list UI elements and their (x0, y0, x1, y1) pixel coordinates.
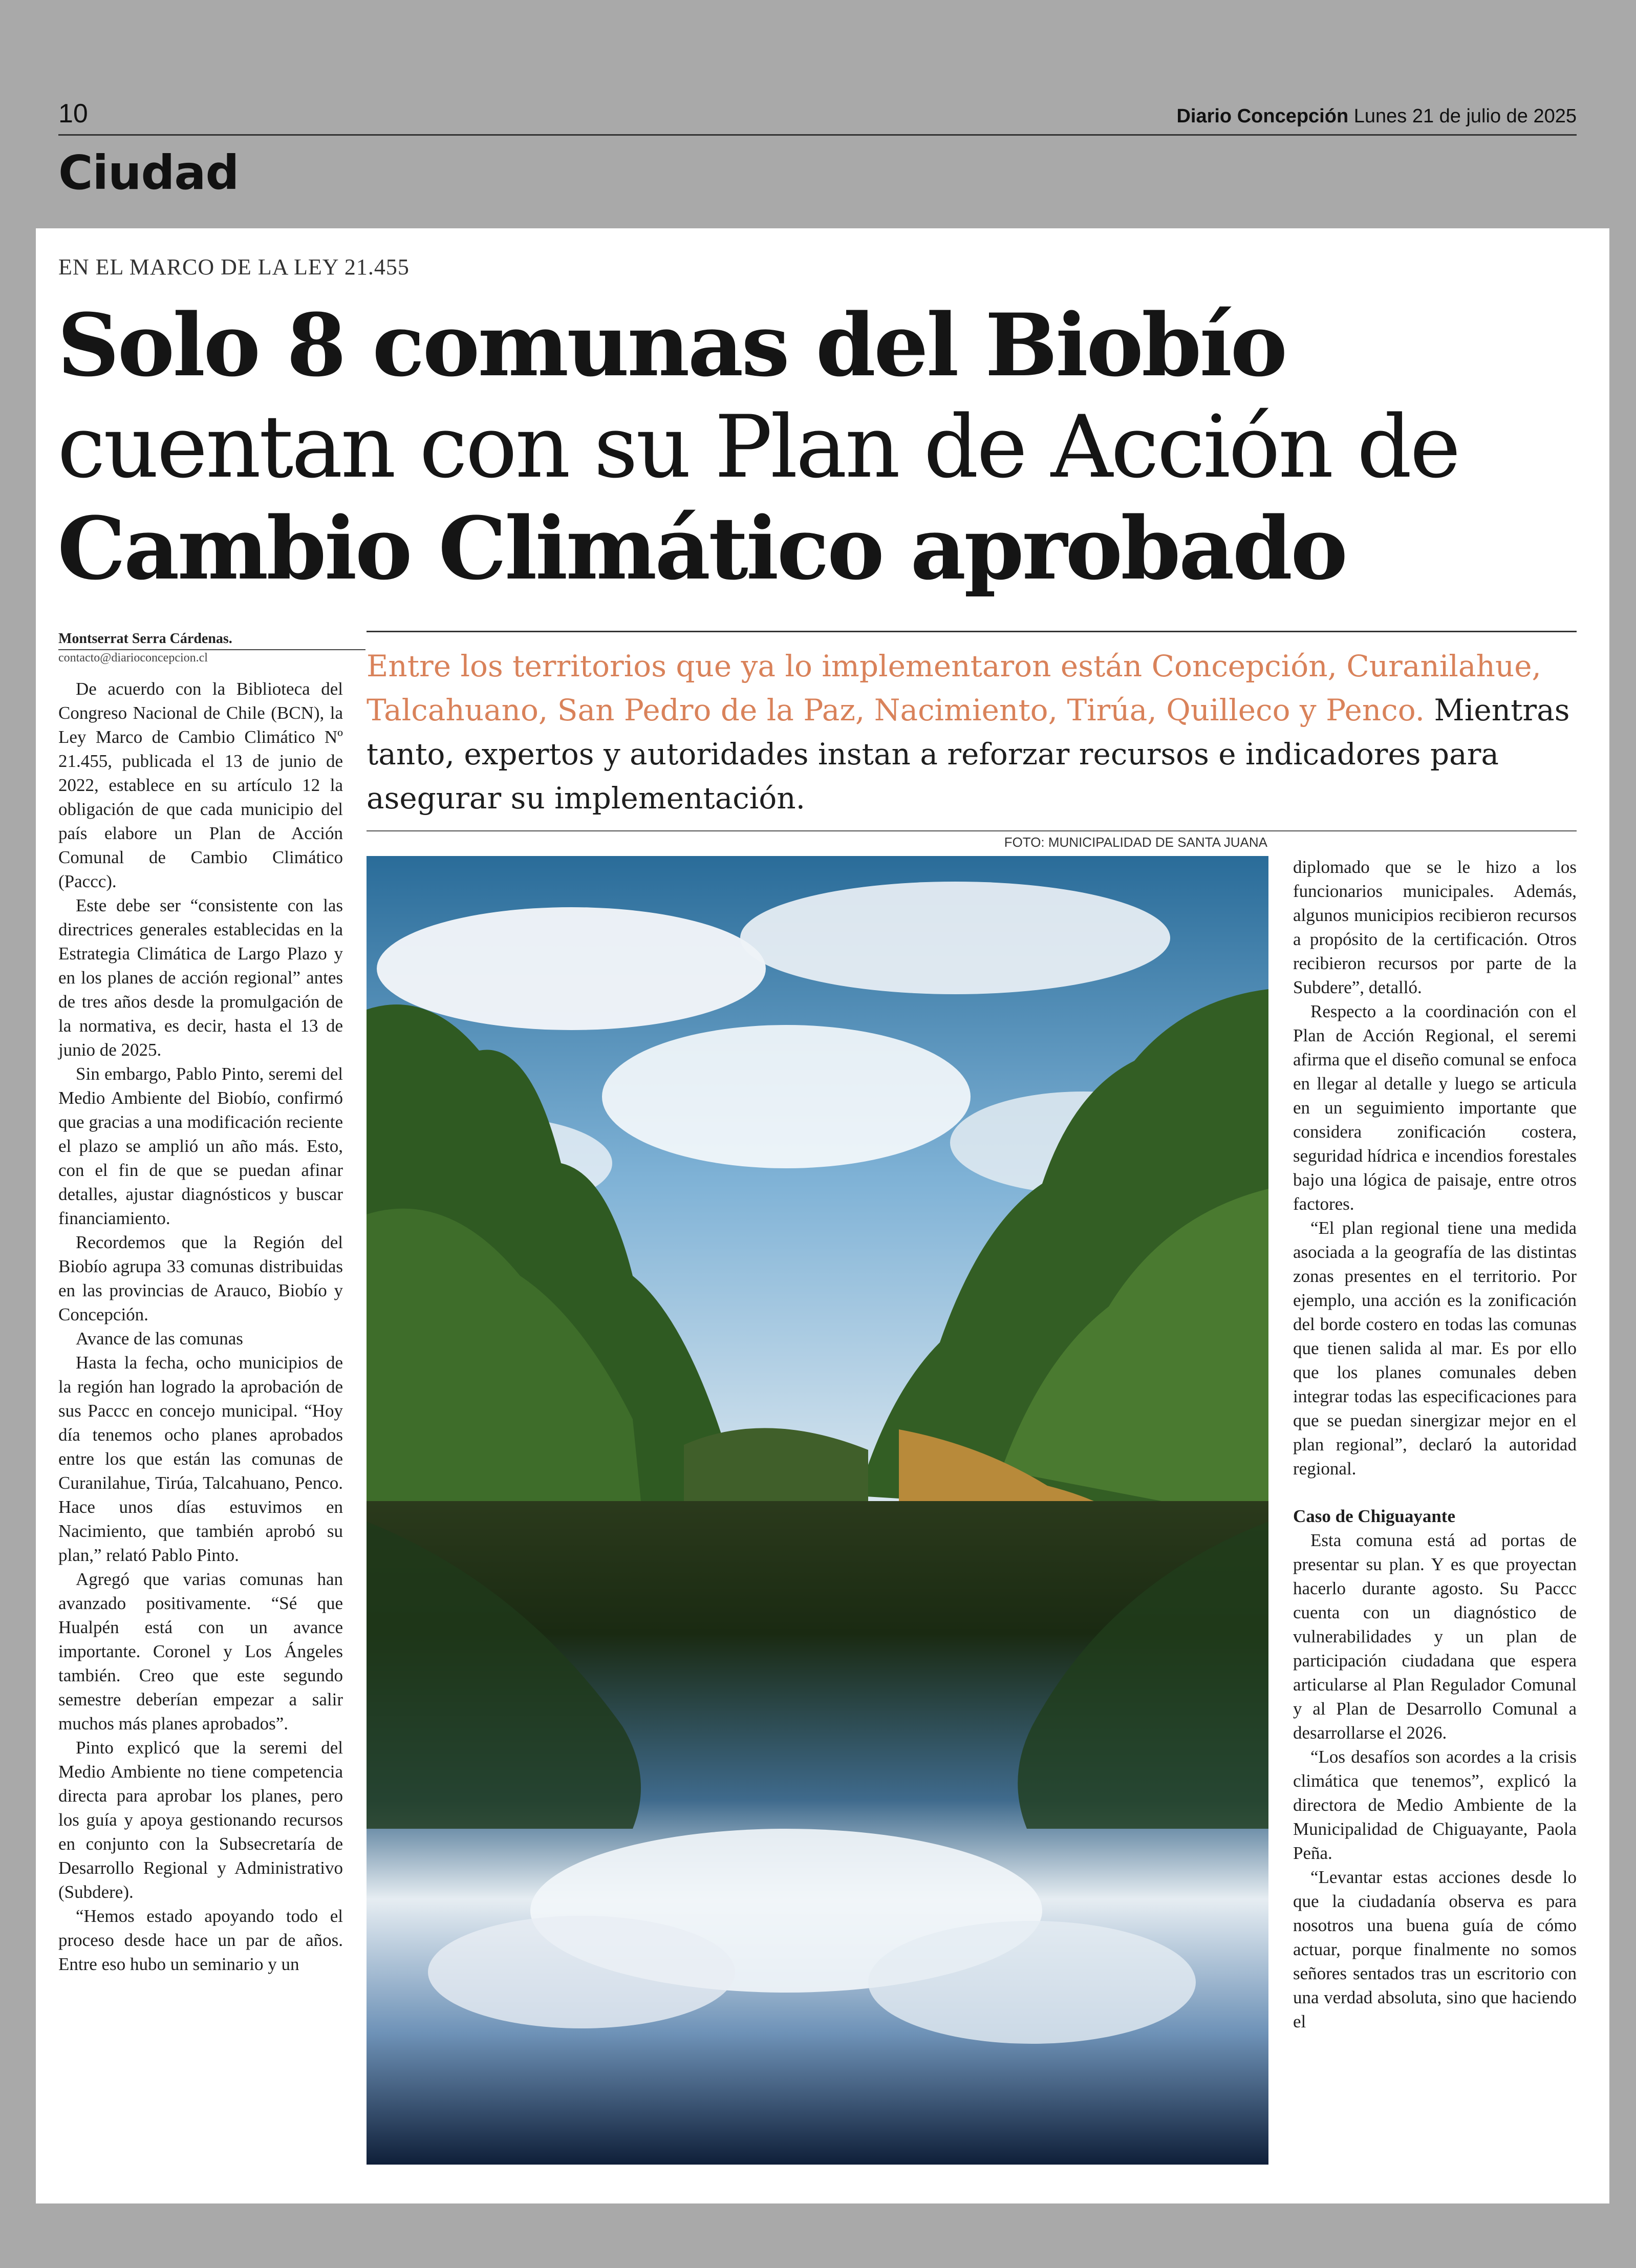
article-column-left (58, 677, 343, 1976)
byline-rule (58, 649, 365, 650)
masthead (1176, 105, 1577, 127)
lead-rule-bottom (367, 830, 1577, 831)
paragraph: “El plan regional tiene una medida asociada a la geografía de las distintas zonas presentes en el territorio. Por ejemplo, una acción es la zonificación del borde costero en todas las comunas que tienen salida al mar. Es por ello que los planes comunales deben integrar todas las especificaciones para que se puedan sinergizar mejor en el plan regional”, declaró la autoridad regional. (1293, 1218, 1577, 1479)
paragraph: Agregó que varias comunas han avanzado positivamente. “Sé que Hualpén está con un avance importante. Coronel y Los Ángeles también. Creo que este segundo semestre deberían empezar a salir muchos más planes aprobados”. (58, 1569, 343, 1734)
article-headline (57, 294, 1573, 600)
subhead-chiguayante: Caso de Chiguayante (1293, 1506, 1455, 1526)
headline-bold-1: Solo 8 comunas del Biobío (57, 294, 1286, 396)
river-forest-photo (367, 856, 1268, 2165)
paragraph: Pinto explicó que la seremi del Medio Ambiente no tiene competencia directa para aprobar los planes, pero los guía y apoya gestionando recursos en conjunto con la Subsecretaría de Desarrollo Regional y Administrativo (Subdere). (58, 1738, 343, 1902)
paragraph: “Los desafíos son acordes a la crisis climática que tenemos”, explicó la directora de Medio Ambiente de la Municipalidad de Chiguayante, Paola Peña. (1293, 1747, 1577, 1863)
paragraph: De acuerdo con la Biblioteca del Congreso Nacional de Chile (BCN), la Ley Marco de Cambio Climático Nº 21.455, publicada el 13 de junio de 2022, establece en su artículo 12 la obligación de que cada municipio del país elabore un Plan de Acción Comunal de Cambio Climático (Paccc). (58, 679, 343, 891)
paragraph: “Hemos estado apoyando todo el proceso desde hace un par de años. Entre eso hubo un seminario y un (58, 1906, 343, 1974)
article-lead (367, 644, 1577, 820)
paragraph: diplomado que se le hizo a los funcionarios municipales. Además, algunos municipios recibieron recursos a propósito de la certificación. Otros recibieron recursos por parte de la Subdere”, detalló. (1293, 857, 1577, 997)
byline (58, 631, 365, 665)
masthead-date: Lunes 21 de julio de 2025 (1353, 105, 1577, 127)
paragraph: Esta comuna está ad portas de presentar su plan. Y es que proyectan hacerlo durante agosto. Su Paccc cuenta con un diagnóstico de vulnerabilidades y un plan de participación ciudadana que espera articularse al Plan Regulador Comunal y al Plan de Desarrollo Comunal a desarrollarse el 2026. (1293, 1530, 1577, 1743)
lead-rest: Mientras tanto, expertos y autoridades instan a reforzar recursos e indicadores para asegurar su implementación. (367, 693, 1570, 816)
paragraph: Respecto a la coordinación con el Plan de Acción Regional, el seremi afirma que el diseño comunal se enfoca en llegar al detalle y luego se articula en un seguimiento importante que considera zonificación costera, seguridad hídrica e incendios forestales bajo una lógica de paisaje, entre otros factores. (1293, 1001, 1577, 1214)
masthead-name: Diario Concepción (1176, 105, 1349, 127)
page-number: 10 (58, 99, 88, 129)
paragraph: Recordemos que la Región del Biobío agrupa 33 comunas distribuidas en las provincias de Arauco, Biobío y Concepción. (58, 1232, 343, 1324)
paragraph: “Levantar estas acciones desde lo que la ciudadanía observa es para nosotros una buena guía de cómo actuar, porque finalmente no somos señores sentados tras un escritorio con una verdad absoluta, sino que haciendo el (1293, 1867, 1577, 2031)
header-rule (58, 134, 1577, 136)
headline-regular: cuentan con su Plan de Acción de (57, 397, 1459, 497)
paragraph: Este debe ser “consistente con las directrices generales establecidas en la Estrategia Climática de Largo Plazo y en los planes de acción regional” antes de tres años desde la promulgación de la normativa, es decir, hasta el 13 de junio de 2025. (58, 895, 343, 1060)
article-column-right (1293, 855, 1577, 2034)
paragraph-subhead: Avance de las comunas (76, 1329, 243, 1349)
article-photo (367, 856, 1268, 2165)
lead-highlight: Entre los territorios que ya lo implementaron están Concepción, Curanilahue, Talcahuano, San Pedro de la Paz, Nacimiento, Tirúa, Quilleco y Penco. (367, 649, 1541, 728)
byline-author: Montserrat Serra Cárdenas. (58, 631, 232, 647)
article-kicker: EN EL MARCO DE LA LEY 21.455 (58, 254, 410, 280)
photo-credit: FOTO: MUNICIPALIDAD DE SANTA JUANA (1004, 835, 1267, 850)
lead-rule-top (367, 631, 1577, 632)
paragraph: Hasta la fecha, ocho municipios de la región han logrado la aprobación de sus Paccc en concejo municipal. “Hoy día tenemos ocho planes aprobados entre los que están las comunas de Curanilahue, Tirúa, Talcahuano, Penco. Hace unos días estuvimos en Nacimiento, que también aprobó su plan,” relató Pablo Pinto. (58, 1353, 343, 1565)
headline-bold-2: Cambio Climático aprobado (57, 498, 1346, 599)
section-title: Ciudad (58, 145, 239, 200)
paragraph: Sin embargo, Pablo Pinto, seremi del Medio Ambiente del Biobío, confirmó que gracias a una modificación reciente el plazo se amplió un año más. Esto, con el fin de que se puedan afinar detalles, ajustar diagnósticos y buscar financiamiento. (58, 1064, 343, 1228)
byline-email: contacto@diarioconcepcion.cl (58, 651, 208, 665)
